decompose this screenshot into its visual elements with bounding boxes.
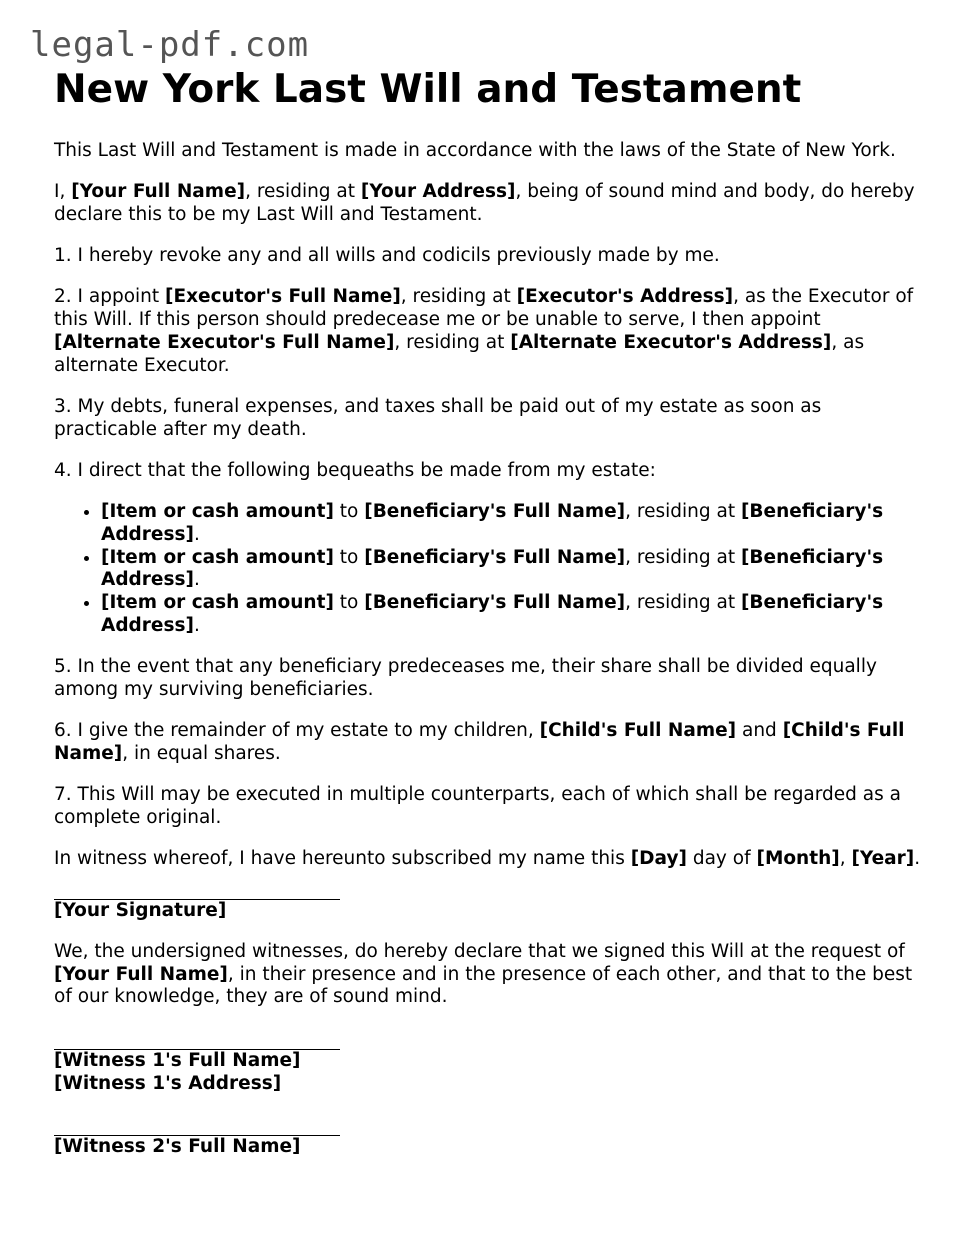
child-name-field: [Child's Full Name] [539, 719, 737, 741]
clause-2: 2. I appoint [Executor's Full Name], residing at [Executor's Address], as the Executor of this Will. If this person should predecease me or be unable to serve, I then appoint [Alternate Executor's Full Name], residing at [Alternate Executor's Address], as alternate Executor. [54, 286, 914, 376]
clause-5: 5. In the event that any beneficiary predeceases me, their share shall be divided equally among my surviving beneficiaries. [54, 655, 877, 700]
witness-1-address: [Witness 1's Address] [54, 1072, 282, 1094]
clause-6: 6. I give the remainder of my estate to my children, [Child's Full Name] and [Child's Full Name], in equal shares. [54, 719, 905, 764]
bequest-item: • [Item or cash amount] to [Beneficiary's Full Name], residing at [Beneficiary's Address]. [101, 592, 924, 637]
clause-7: 7. This Will may be executed in multiple counterparts, each of which shall be regarded as a complete original. [54, 783, 901, 828]
clause-3: 3. My debts, funeral expenses, and taxes shall be paid out of my estate as soon as practicable after my death. [54, 395, 822, 440]
clause-4: 4. I direct that the following bequeaths be made from my estate: [54, 459, 656, 481]
watermark-logo: legal-pdf.com [30, 25, 310, 65]
intro-paragraph: This Last Will and Testament is made in accordance with the laws of the State of New York. [54, 139, 896, 161]
year-field: [Year] [851, 847, 915, 869]
testator-name-field: [Your Full Name] [54, 963, 228, 985]
alternate-executor-name-field: [Alternate Executor's Full Name] [54, 331, 395, 353]
testator-name-field: [Your Full Name] [71, 181, 246, 203]
witness-1-name: [Witness 1's Full Name] [54, 1050, 301, 1072]
witness-declaration: We, the undersigned witnesses, do hereby declare that we signed this Will at the request of [Your Full Name], in their presence and in the presence of each other, and that to the best of our knowledge, they are of sound mind. [54, 940, 913, 1008]
bequest-list [54, 501, 924, 637]
alternate-executor-address-field: [Alternate Executor's Address] [510, 331, 832, 353]
clause-1: 1. I hereby revoke any and all wills and codicils previously made by me. [54, 245, 720, 267]
document-title: New York Last Will and Testament [54, 67, 802, 112]
document-body [54, 68, 924, 1159]
witness-2-name: [Witness 2's Full Name] [54, 1136, 301, 1158]
executor-address-field: [Executor's Address] [516, 286, 734, 308]
executor-name-field: [Executor's Full Name] [165, 286, 401, 308]
month-field: [Month] [756, 847, 840, 869]
bequest-item: • [Item or cash amount] to [Beneficiary's Full Name], residing at [Beneficiary's Address]. [101, 547, 924, 592]
testator-address-field: [Your Address] [360, 181, 516, 203]
child-name-field: [Child's Full Name] [54, 719, 905, 764]
testator-signature-label: [Your Signature] [54, 899, 227, 921]
witness-clause: In witness whereof, I have hereunto subscribed my name this [Day] day of [Month], [Year]. [54, 847, 921, 869]
day-field: [Day] [630, 847, 687, 869]
declaration-paragraph: I, [Your Full Name], residing at [Your Address], being of sound mind and body, do hereby declare this to be my Last Will and Testament. [54, 181, 915, 225]
bequest-item: • [Item or cash amount] to [Beneficiary's Full Name], residing at [Beneficiary's Address]. [101, 501, 924, 546]
